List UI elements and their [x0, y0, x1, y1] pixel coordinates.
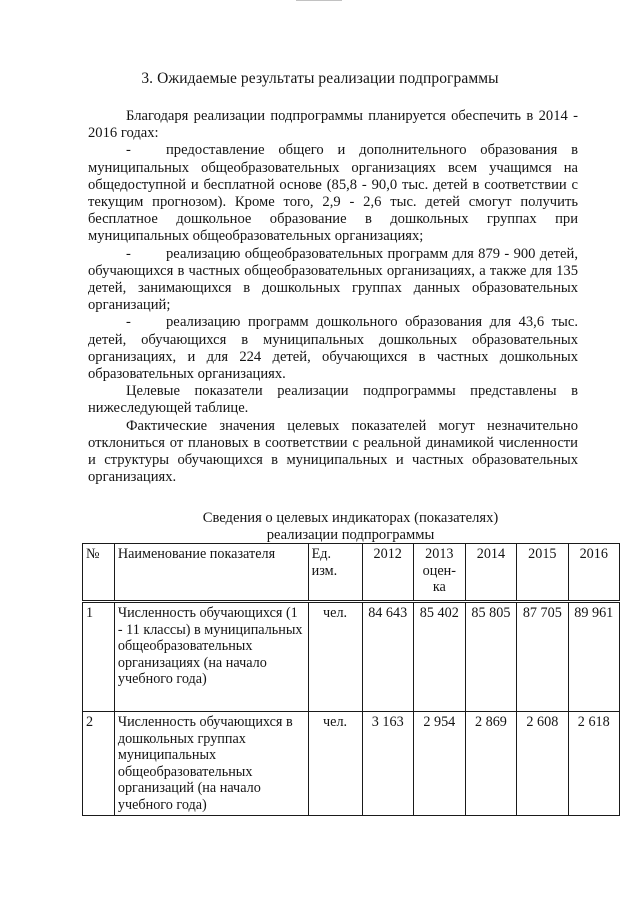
table-header-row — [83, 544, 620, 602]
row-unit: чел. — [308, 602, 362, 712]
deviation-paragraph: Фактические значения целевых показателей могут незначительно отклониться от плановых в соответствии с реальной динамикой численности и структуры обучающихся в муниципальных и частных образовательных организациях. — [88, 417, 578, 486]
bullet-item-3 — [88, 314, 578, 383]
row-value-2012: 84 643 — [362, 602, 413, 712]
row-value-2015: 87 705 — [517, 602, 568, 712]
row-unit: чел. — [308, 712, 362, 816]
bullet-dash: - — [126, 245, 131, 262]
row-indicator-name: Численность обучающихся (1 - 11 классы) в муниципальных общеобразовательных организациях (на начало учебного года) — [114, 602, 308, 712]
row-indicator-name: Численность обучающихся в дошкольных группах муниципальных общеобразовательных организаций (на начало учебного года) — [114, 712, 308, 816]
row-value-2013: 2 954 — [413, 712, 465, 816]
header-year-2012: 2012 — [362, 544, 413, 602]
table-row — [83, 712, 620, 816]
section-heading: 3. Ожидаемые результаты реализации подпрограммы — [141, 70, 499, 87]
row-value-2013: 85 402 — [413, 602, 465, 712]
header-name: Наименование показателя — [114, 544, 308, 602]
bullet-dash: - — [126, 314, 131, 331]
row-number: 2 — [83, 712, 115, 816]
table-row — [83, 602, 620, 712]
row-value-2014: 2 869 — [465, 712, 516, 816]
bullet-item-1 — [88, 142, 578, 245]
header-year-2015: 2015 — [517, 544, 568, 602]
table-title-line-1: Сведения о целевых индикаторах (показателях) — [202, 510, 499, 526]
targets-paragraph: Целевые показатели реализации подпрограммы представлены в нижеследующей таблице. — [88, 383, 578, 417]
row-value-2015: 2 608 — [517, 712, 568, 816]
table-title — [88, 510, 613, 544]
row-value-2012: 3 163 — [362, 712, 413, 816]
bullet-text: предоставление общего и дополнительного образования в муниципальных общеобразовательных организациях всем учащимся на общедоступной и бесплатной основе (85,8 - 90,0 тыс. детей в соответствии с текущим прогнозом). Кроме того, 2,9 - 2,6 тыс. детей смогут получить бесплатное дошкольное образование в дошкольных группах при муниципальных общеобразовательных организациях; — [88, 142, 578, 245]
row-value-2016: 2 618 — [568, 712, 619, 816]
header-year-2014: 2014 — [465, 544, 516, 602]
bullet-text: реализацию программ дошкольного образования для 43,6 тыс. детей, обучающихся в муниципальных дошкольных образовательных организациях, и для 224 детей, обучающихся в частных дошкольных образовательных организациях. — [88, 314, 578, 383]
body-text — [88, 108, 578, 486]
header-unit: Ед. изм. — [308, 544, 362, 602]
bullet-dash: - — [126, 142, 131, 159]
table-title-line-2: реализации подпрограммы — [266, 527, 435, 543]
row-number: 1 — [83, 602, 115, 712]
bullet-item-2 — [88, 246, 578, 315]
header-year-2016: 2016 — [568, 544, 619, 602]
scan-artifact — [296, 0, 342, 4]
row-value-2016: 89 961 — [568, 602, 619, 712]
header-number: № — [83, 544, 115, 602]
bullet-text: реализацию общеобразовательных программ для 879 - 900 детей, обучающихся в частных общеобразовательных организациях, а также для 135 детей, занимающихся в дошкольных группах данных образовательных организаций; — [88, 245, 578, 314]
indicators-table — [82, 543, 620, 816]
intro-paragraph: Благодаря реализации подпрограммы планируется обеспечить в 2014 - 2016 годах: — [88, 108, 578, 142]
header-year-2013: 2013 оцен- ка — [413, 544, 465, 602]
row-value-2014: 85 805 — [465, 602, 516, 712]
